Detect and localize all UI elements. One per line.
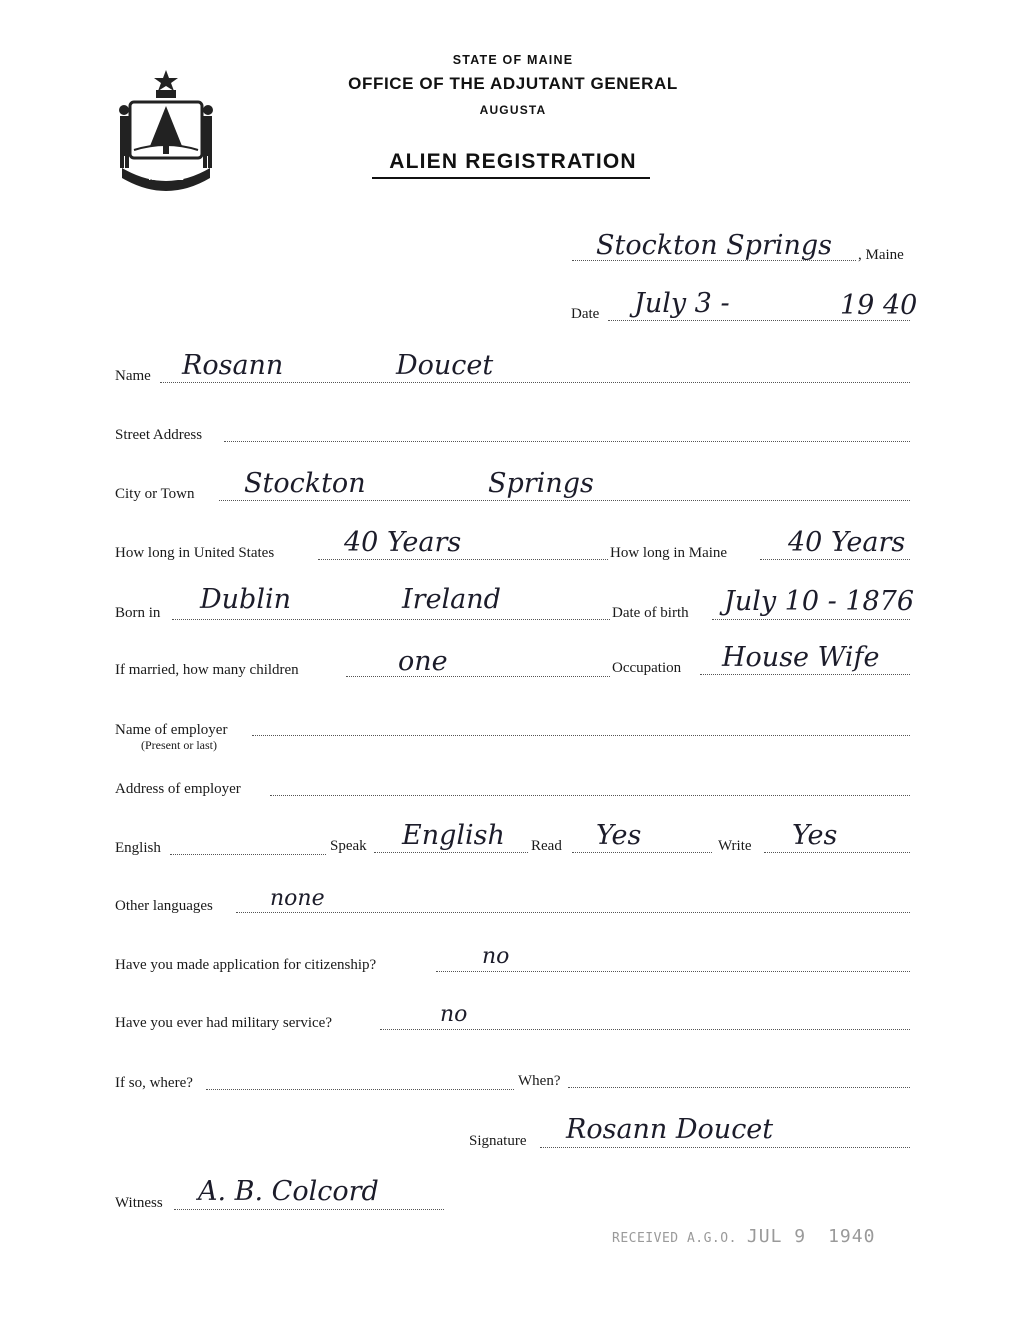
- name-last: Doucet: [396, 350, 494, 381]
- date-label: Date: [571, 306, 600, 322]
- born-in-label: Born in: [115, 605, 161, 621]
- children-line: [346, 676, 610, 677]
- write-value: Yes: [792, 820, 838, 851]
- header-state: STATE OF MAINE: [452, 53, 574, 67]
- seal-text: MAINE: [148, 171, 184, 183]
- location-value: Stockton Springs: [596, 230, 833, 261]
- header-office: OFFICE OF THE ADJUTANT GENERAL: [348, 74, 678, 93]
- received-stamp: [612, 1226, 875, 1247]
- when-label: When?: [518, 1073, 561, 1089]
- time-in-us-label: How long in United States: [115, 545, 275, 561]
- occupation-label: Occupation: [612, 660, 682, 676]
- city-town-line: [219, 500, 910, 501]
- name-first: Rosann: [182, 350, 284, 381]
- when-line: [568, 1087, 910, 1088]
- city-town-value-1: Stockton: [244, 468, 366, 499]
- date-month-day: July 3 -: [634, 288, 730, 319]
- military-line: [380, 1029, 910, 1030]
- employer-address-line: [270, 795, 910, 796]
- form-title: ALIEN REGISTRATION: [389, 150, 637, 173]
- signature-line: [540, 1147, 910, 1148]
- occupation-value: House Wife: [722, 642, 880, 673]
- location-suffix: , Maine: [858, 247, 904, 263]
- children-label: If married, how many children: [115, 662, 299, 678]
- employer-sublabel: (Present or last): [141, 738, 217, 752]
- born-in-value-1: Dublin: [200, 584, 291, 615]
- street-address-label: Street Address: [115, 427, 203, 443]
- employer-line: [252, 735, 910, 736]
- citizenship-label: Have you made application for citizenship?: [115, 957, 377, 973]
- street-address-line: [224, 441, 910, 442]
- speak-label: Speak: [330, 838, 367, 854]
- time-in-us-value: 40 Years: [344, 527, 462, 558]
- occupation-line: [700, 674, 910, 675]
- read-label: Read: [531, 838, 562, 854]
- time-in-maine-line: [760, 559, 910, 560]
- city-town-value-2: Springs: [488, 468, 594, 499]
- speak-value: English: [402, 820, 505, 851]
- date-year: 19 40: [840, 290, 918, 321]
- stamp-date: JUL 9: [746, 1226, 807, 1247]
- where-line: [206, 1089, 514, 1090]
- date-of-birth-line: [712, 619, 910, 620]
- employer-address-label: Address of employer: [115, 781, 241, 797]
- where-label: If so, where?: [115, 1075, 193, 1091]
- name-line: [160, 382, 910, 383]
- read-line: [572, 852, 712, 853]
- military-value: no: [440, 1002, 468, 1027]
- citizenship-line: [436, 971, 910, 972]
- witness-line: [174, 1209, 444, 1210]
- name-label: Name: [115, 368, 151, 384]
- maine-state-seal-icon: [112, 66, 220, 194]
- time-in-maine-label: How long in Maine: [610, 545, 728, 561]
- other-languages-label: Other languages: [115, 898, 213, 914]
- header-city: AUGUSTA: [479, 103, 547, 117]
- employer-label: Name of employer: [115, 722, 228, 738]
- witness-label: Witness: [115, 1195, 163, 1211]
- stamp-year: 1940: [828, 1226, 876, 1247]
- other-languages-value: none: [270, 886, 325, 911]
- english-line: [170, 854, 326, 855]
- speak-line: [374, 852, 528, 853]
- date-of-birth-value: July 10 - 1876: [724, 586, 915, 617]
- other-languages-line: [236, 912, 910, 913]
- time-in-us-line: [318, 559, 608, 560]
- signature-label: Signature: [469, 1133, 527, 1149]
- write-line: [764, 852, 910, 853]
- read-value: Yes: [596, 820, 642, 851]
- born-in-value-2: Ireland: [402, 584, 501, 615]
- born-in-line: [172, 619, 610, 620]
- title-underline: [372, 177, 650, 179]
- city-town-label: City or Town: [115, 486, 195, 502]
- english-label: English: [115, 840, 161, 856]
- date-of-birth-label: Date of birth: [612, 605, 689, 621]
- signature-value: Rosann Doucet: [566, 1114, 774, 1145]
- write-label: Write: [718, 838, 752, 854]
- witness-value: A. B. Colcord: [198, 1176, 379, 1207]
- citizenship-value: no: [482, 944, 510, 969]
- military-label: Have you ever had military service?: [115, 1015, 332, 1031]
- time-in-maine-value: 40 Years: [788, 527, 906, 558]
- stamp-received: RECEIVED A.G.O.: [612, 1231, 737, 1246]
- children-value: one: [398, 646, 448, 677]
